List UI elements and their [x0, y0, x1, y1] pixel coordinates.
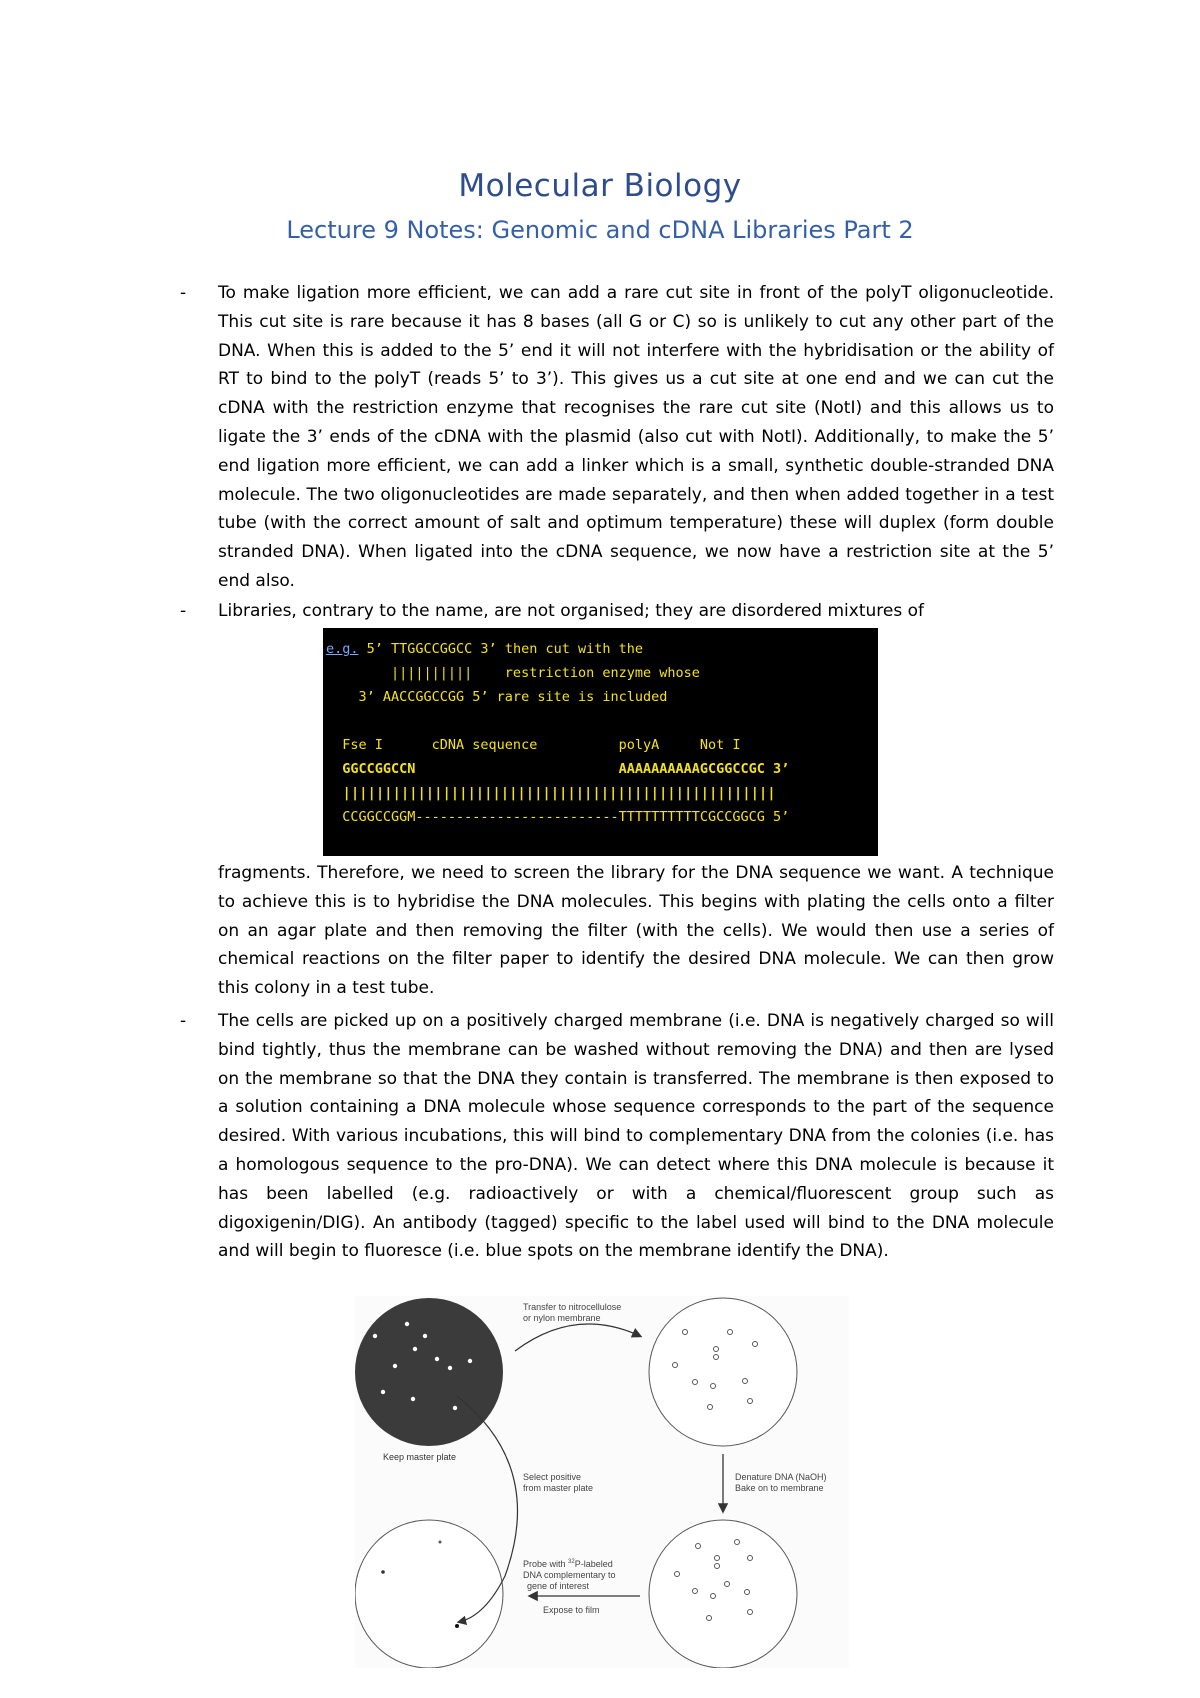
- label-select-2: from master plate: [523, 1483, 594, 1493]
- code-line-1: 5’ TTGGCCGGCC 3’ then cut with the: [358, 641, 643, 657]
- label-keep-master: Keep master plate: [383, 1452, 457, 1462]
- master-plate: [355, 1298, 503, 1446]
- sequence-code-box: [323, 628, 878, 856]
- label-probe-pre: Probe with: [523, 1559, 569, 1569]
- paragraph-ligation: To make ligation more efficient, we can add a rare cut site in front of the polyT oligonucleotide. This cut site is rare because it has 8 bases (all G or C) so is unlikely to cut any other part of the DNA. When this is added to the 5’ end it will not interfere with the hybridisation or the ability of RT to bind to the polyT (reads 5’ to 3’). This gives us a cut site at one end and we can cut the cDNA with the restriction enzyme that recognises the rare cut site (NotI) and this allows us to ligate the 3’ ends of the cDNA with the plasmid (also cut with NotI). Additionally, to make the 5’ end ligation more efficient, we can add a linker which is a small, synthetic double-stranded DNA molecule. The two oligonucleotides are made separately, and then when added together in a test tube (with the correct amount of salt and optimum temperature) these will duplex (form double stranded DNA). When ligated into the cDNA sequence, we now have a restriction site at the 5’ end also.: [218, 283, 1054, 591]
- label-transfer-2: or nylon membrane: [523, 1313, 601, 1323]
- code-eg-label: e.g.: [326, 641, 359, 657]
- colony-hybridisation-figure: [355, 1296, 849, 1668]
- bullet-2: -: [180, 601, 187, 621]
- label-select: Select positive: [523, 1472, 582, 1482]
- label-probe: [523, 1559, 613, 1569]
- code-line-4: Fse I cDNA sequence polyA Not I: [326, 737, 741, 753]
- label-transfer: Transfer to nitrocellulose: [523, 1302, 622, 1312]
- label-denature-2: Bake on to membrane: [735, 1483, 824, 1493]
- bullet-3: -: [180, 1011, 187, 1031]
- label-denature: Denature DNA (NaOH): [735, 1472, 827, 1482]
- code-line-5: GGCCGGCCN AAAAAAAAAAGCGGCCGC 3’: [326, 761, 790, 777]
- label-probe-2: DNA complementary to: [523, 1570, 616, 1580]
- membrane-top: [649, 1298, 797, 1446]
- autoradiograph-film: [355, 1520, 503, 1668]
- code-line-3: 3’ AACCGGCCGG 5’ rare site is included: [326, 689, 668, 705]
- label-probe-post: P-labeled: [574, 1559, 613, 1569]
- bullet-1: -: [180, 283, 187, 303]
- label-probe-sup: 32: [568, 1559, 575, 1565]
- code-line-2: |||||||||| restriction enzyme whose: [326, 665, 700, 681]
- paragraph-fragments: fragments. Therefore, we need to screen the library for the DNA sequence we want. A technique to achieve this is to hybridise the DNA molecules. This begins with plating the cells onto a filter on an agar plate and then removing the filter (with the cells). We would then use a series of chemical reactions on the filter paper to identify the desired DNA molecule. We can then grow this colony in a test tube.: [218, 863, 1054, 999]
- document-title: Molecular Biology: [458, 168, 742, 204]
- paragraph-libraries: Libraries, contrary to the name, are not organised; they are disordered mixtures of: [218, 601, 924, 621]
- label-expose: Expose to film: [543, 1605, 600, 1615]
- document-subtitle: Lecture 9 Notes: Genomic and cDNA Libraries Part 2: [286, 216, 914, 244]
- paragraph-membrane: The cells are picked up on a positively charged membrane (i.e. DNA is negatively charged so will bind tightly, thus the membrane can be washed without removing the DNA) and then are lysed on the membrane so that the DNA they contain is transferred. The membrane is then exposed to a solution containing a DNA molecule whose sequence corresponds to the part of the sequence desired. With various incubations, this will bind to complementary DNA from the colonies (i.e. has a homologous sequence to the pro-DNA). We can detect where this DNA molecule is because it has been labelled (e.g. radioactively or with a chemical/fluorescent group such as digoxigenin/DIG). An antibody (tagged) specific to the label used will bind to the DNA molecule and will begin to fluoresce (i.e. blue spots on the membrane identify the DNA).: [218, 1011, 1054, 1262]
- code-line-6: ||||||||||||||||||||||||||||||||||||||||||||||||||||: [326, 785, 776, 801]
- label-probe-3: gene of interest: [527, 1581, 590, 1591]
- code-line-7: CCGGCCGGM-------------------------TTTTTTTTTTCGCCGGCG 5’: [326, 809, 790, 825]
- membrane-bottom: [649, 1520, 797, 1668]
